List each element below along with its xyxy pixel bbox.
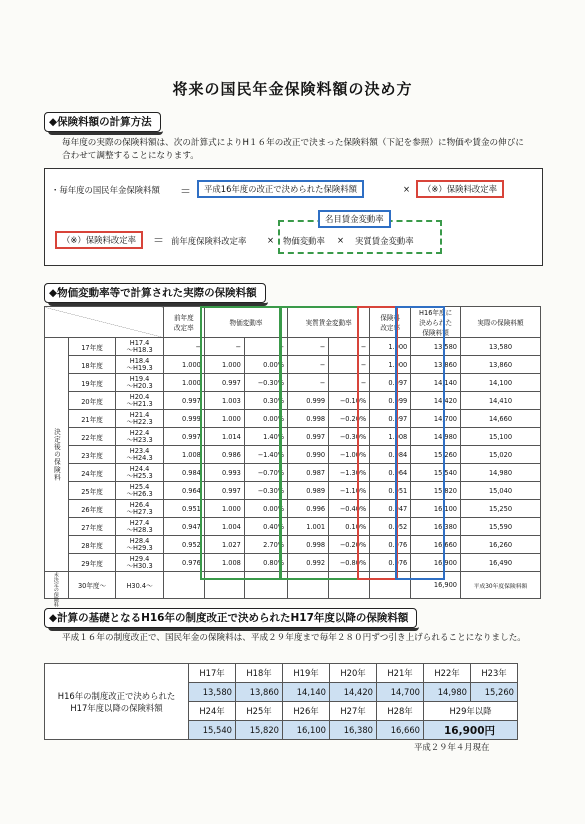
table-row bbox=[45, 428, 541, 446]
formula-nominal-wage-box: 名目賃金変動率 bbox=[318, 210, 391, 228]
table-row bbox=[45, 446, 541, 464]
row-wage-factor: 0.987 bbox=[288, 464, 329, 482]
row-prev-rate: 0.997 bbox=[163, 428, 204, 446]
header-real-wage: 実質賃金変動率 bbox=[288, 307, 370, 338]
row-actual-premium: 15,100 bbox=[460, 428, 540, 446]
table-row bbox=[45, 482, 541, 500]
row-year: 20年度 bbox=[68, 392, 116, 410]
formula-price-change: 物価変動率 bbox=[283, 236, 325, 246]
row-fixed-premium: 15,820 bbox=[411, 482, 461, 500]
page-title: 将来の国民年金保険料額の決め方 bbox=[172, 80, 413, 98]
value-h23: 15,260 bbox=[471, 683, 518, 702]
row-price-pct: 0.00% bbox=[244, 410, 287, 428]
value-h17: 13,580 bbox=[189, 683, 236, 702]
table-row bbox=[45, 392, 541, 410]
row-fixed-premium: 16,100 bbox=[411, 500, 461, 518]
row-actual-premium: 15,040 bbox=[460, 482, 540, 500]
year-h21: H21年 bbox=[377, 664, 424, 683]
row-wage-pct: − bbox=[329, 338, 370, 356]
formula-times-3: × bbox=[337, 235, 345, 245]
row-actual-premium: 14,980 bbox=[460, 464, 540, 482]
h16-premium-table bbox=[44, 663, 518, 740]
year-h18: H18年 bbox=[236, 664, 283, 683]
row-period: H24.4 〜H25.3 bbox=[116, 464, 164, 482]
row-period: H23.4 〜H24.3 bbox=[116, 446, 164, 464]
formula-box bbox=[44, 168, 543, 266]
value-h26: 16,100 bbox=[283, 721, 330, 740]
year-h29-onward: H29年以降 bbox=[424, 702, 518, 721]
row-year: 30年度〜 bbox=[68, 572, 116, 599]
formula-prev-rate: 前年度保険料改定率 bbox=[171, 236, 247, 246]
row-year: 24年度 bbox=[68, 464, 116, 482]
row-wage-factor: − bbox=[288, 338, 329, 356]
row-actual-premium: 14,100 bbox=[460, 374, 540, 392]
row-wage-pct: −1.10% bbox=[329, 482, 370, 500]
year-h22: H22年 bbox=[424, 664, 471, 683]
header-prev-rate: 前年度 改定率 bbox=[163, 307, 204, 338]
table-row-future bbox=[45, 572, 541, 599]
value-h19: 14,140 bbox=[283, 683, 330, 702]
row-premium-rate: 0.951 bbox=[370, 482, 411, 500]
table-row bbox=[45, 536, 541, 554]
row-fixed-premium: 14,420 bbox=[411, 392, 461, 410]
value-h28: 16,660 bbox=[377, 721, 424, 740]
row-price-pct: 0.00% bbox=[244, 356, 287, 374]
row-prev-rate: 0.951 bbox=[163, 500, 204, 518]
row-price-pct: 0.00% bbox=[244, 500, 287, 518]
year-h28: H28年 bbox=[377, 702, 424, 721]
row-year: 26年度 bbox=[68, 500, 116, 518]
table-row bbox=[45, 518, 541, 536]
row-premium-rate: 0.997 bbox=[370, 410, 411, 428]
row-wage-factor: 0.992 bbox=[288, 554, 329, 572]
row-year: 17年度 bbox=[68, 338, 116, 356]
row-price-factor: 1.027 bbox=[204, 536, 244, 554]
row-period: H21.4 〜H22.3 bbox=[116, 410, 164, 428]
row-premium-rate: 0.997 bbox=[370, 374, 411, 392]
year-h17: H17年 bbox=[189, 664, 236, 683]
row-price-factor: − bbox=[204, 338, 244, 356]
row-price-pct: −0.30% bbox=[244, 374, 287, 392]
formula-line1-label: ・毎年度の国民年金保険料額 bbox=[51, 185, 160, 195]
table-corner bbox=[45, 307, 164, 338]
row-period: H19.4 〜H20.3 bbox=[116, 374, 164, 392]
value-h25: 15,820 bbox=[236, 721, 283, 740]
row-year: 22年度 bbox=[68, 428, 116, 446]
row-period: H18.4 〜H19.3 bbox=[116, 356, 164, 374]
header-price-change: 物価変動率 bbox=[204, 307, 287, 338]
row-actual-premium: 15,590 bbox=[460, 518, 540, 536]
row-wage-pct: − bbox=[329, 356, 370, 374]
row-wage-pct: − bbox=[329, 374, 370, 392]
row-wage-factor: 0.999 bbox=[288, 392, 329, 410]
row-actual-premium: 14,660 bbox=[460, 410, 540, 428]
header-premium-rate: 保険料 改定率 bbox=[370, 307, 411, 338]
row-prev-rate: 0.997 bbox=[163, 392, 204, 410]
row-wage-factor: 0.998 bbox=[288, 536, 329, 554]
row-wage-pct: −0.20% bbox=[329, 536, 370, 554]
row-prev-rate: 0.976 bbox=[163, 554, 204, 572]
row-wage-pct: −0.40% bbox=[329, 500, 370, 518]
row-actual-premium: 16,490 bbox=[460, 554, 540, 572]
row-price-factor: 1.004 bbox=[204, 518, 244, 536]
table-row bbox=[45, 374, 541, 392]
row-period: H27.4 〜H28.3 bbox=[116, 518, 164, 536]
row-year: 28年度 bbox=[68, 536, 116, 554]
row-period: H30.4〜 bbox=[116, 572, 164, 599]
row-actual-premium: 15,020 bbox=[460, 446, 540, 464]
formula-real-wage: 実質賃金変動率 bbox=[355, 236, 414, 246]
row-year: 29年度 bbox=[68, 554, 116, 572]
value-h21: 14,700 bbox=[377, 683, 424, 702]
row-premium-rate: 0.976 bbox=[370, 554, 411, 572]
side-label-decided: 決定後の保険料 bbox=[45, 338, 69, 572]
year-h26: H26年 bbox=[283, 702, 330, 721]
year-h20: H20年 bbox=[330, 664, 377, 683]
row-period: H20.4 〜H21.3 bbox=[116, 392, 164, 410]
row-price-factor: 1.003 bbox=[204, 392, 244, 410]
row-premium-rate: 1.000 bbox=[370, 338, 411, 356]
value-h18: 13,860 bbox=[236, 683, 283, 702]
row-price-factor: 0.997 bbox=[204, 482, 244, 500]
value-h29-onward: 16,900円 bbox=[424, 721, 518, 740]
row-wage-pct: −0.20% bbox=[329, 410, 370, 428]
row-price-pct: 0.80% bbox=[244, 554, 287, 572]
row-wage-pct: 0.10% bbox=[329, 518, 370, 536]
row-fixed-premium: 13,580 bbox=[411, 338, 461, 356]
row-fixed-premium: 15,540 bbox=[411, 464, 461, 482]
row-wage-factor: 1.001 bbox=[288, 518, 329, 536]
row-price-factor: 1.000 bbox=[204, 410, 244, 428]
row-premium-rate: 0.952 bbox=[370, 518, 411, 536]
header-fixed-premium: H16年度に 決められた 保険料額 bbox=[411, 307, 461, 338]
row-price-pct: 1.40% bbox=[244, 428, 287, 446]
row-fixed-premium: 13,860 bbox=[411, 356, 461, 374]
row-price-factor: 0.986 bbox=[204, 446, 244, 464]
row-prev-rate: 0.984 bbox=[163, 464, 204, 482]
row-price-factor: 1.000 bbox=[204, 500, 244, 518]
row-fixed-premium: 14,700 bbox=[411, 410, 461, 428]
value-h27: 16,380 bbox=[330, 721, 377, 740]
table-row bbox=[45, 410, 541, 428]
row-prev-rate: 0.952 bbox=[163, 536, 204, 554]
year-h23: H23年 bbox=[471, 664, 518, 683]
section-heading-calc-method: ◆保険料額の計算方法 bbox=[44, 112, 161, 132]
table-row bbox=[45, 338, 541, 356]
row-wage-factor: − bbox=[288, 356, 329, 374]
formula-equals-1: ＝ bbox=[180, 185, 191, 198]
row-price-factor: 0.993 bbox=[204, 464, 244, 482]
row-fixed-premium: 15,260 bbox=[411, 446, 461, 464]
row-wage-pct: −1.30% bbox=[329, 464, 370, 482]
row-prev-rate: 0.947 bbox=[163, 518, 204, 536]
row-premium-rate: 1.000 bbox=[370, 356, 411, 374]
row-year: 19年度 bbox=[68, 374, 116, 392]
row-wage-pct: −0.10% bbox=[329, 392, 370, 410]
row-year: 25年度 bbox=[68, 482, 116, 500]
header-actual-premium: 実際の保険料額 bbox=[460, 307, 540, 338]
row-premium-rate: 0.947 bbox=[370, 500, 411, 518]
value-h20: 14,420 bbox=[330, 683, 377, 702]
row-year: 21年度 bbox=[68, 410, 116, 428]
row-price-pct: 2.70% bbox=[244, 536, 287, 554]
section-paragraph-h16: 平成１６年の制度改正で、国民年金の保険料は、平成２９年度まで毎年２８０円ずつ引き上げられることになりました。 bbox=[62, 633, 526, 643]
row-price-pct: −0.70% bbox=[244, 464, 287, 482]
section-heading-actual-premium: ◆物価変動率等で計算された実際の保険料額 bbox=[44, 283, 266, 303]
row-fixed-premium: 14,980 bbox=[411, 428, 461, 446]
table-row bbox=[45, 500, 541, 518]
row-actual-premium: 平成30年度保険料額 bbox=[460, 572, 540, 599]
value-h24: 15,540 bbox=[189, 721, 236, 740]
value-h22: 14,980 bbox=[424, 683, 471, 702]
row-prev-rate: 0.999 bbox=[163, 410, 204, 428]
row-wage-factor: 0.990 bbox=[288, 446, 329, 464]
row-wage-pct: −1.00% bbox=[329, 446, 370, 464]
row-price-pct: − bbox=[244, 338, 287, 356]
row-prev-rate: − bbox=[163, 338, 204, 356]
row-premium-rate: 0.999 bbox=[370, 392, 411, 410]
row-price-factor: 1.014 bbox=[204, 428, 244, 446]
row-year: 18年度 bbox=[68, 356, 116, 374]
row-fixed-premium: 16,900 bbox=[411, 554, 461, 572]
section-paragraph-calc-method: 毎年度の実際の保険料額は、次の計算式によりH１６年の改正で決まった保険料額（下記を参照）に物価や賃金の伸びに合わせて調整することになります。 bbox=[62, 138, 524, 161]
formula-rate-box: （※）保険料改定率 bbox=[416, 180, 504, 198]
row-period: H25.4 〜H26.3 bbox=[116, 482, 164, 500]
row-actual-premium: 13,580 bbox=[460, 338, 540, 356]
table-row bbox=[45, 464, 541, 482]
year-h27: H27年 bbox=[330, 702, 377, 721]
row-prev-rate: 1.000 bbox=[163, 356, 204, 374]
row-fixed-premium: 16,900 bbox=[411, 572, 461, 599]
row-fixed-premium: 16,660 bbox=[411, 536, 461, 554]
premium-table bbox=[44, 306, 541, 607]
row-wage-factor: 0.998 bbox=[288, 410, 329, 428]
row-year: 27年度 bbox=[68, 518, 116, 536]
formula-equals-2: ＝ bbox=[153, 234, 164, 247]
row-wage-pct: −0.30% bbox=[329, 428, 370, 446]
row-year: 23年度 bbox=[68, 446, 116, 464]
row-wage-factor: − bbox=[288, 374, 329, 392]
row-period: H17.4 〜H18.3 bbox=[116, 338, 164, 356]
year-h25: H25年 bbox=[236, 702, 283, 721]
row-actual-premium: 13,860 bbox=[460, 356, 540, 374]
row-period: H22.4 〜H23.3 bbox=[116, 428, 164, 446]
year-h19: H19年 bbox=[283, 664, 330, 683]
row-price-pct: −0.30% bbox=[244, 482, 287, 500]
row-wage-factor: 0.997 bbox=[288, 428, 329, 446]
row-price-pct: 0.30% bbox=[244, 392, 287, 410]
row-prev-rate: 0.964 bbox=[163, 482, 204, 500]
row-wage-pct: −0.80% bbox=[329, 554, 370, 572]
row-actual-premium: 15,250 bbox=[460, 500, 540, 518]
row-price-pct: −1.40% bbox=[244, 446, 287, 464]
row-period: H28.4 〜H29.3 bbox=[116, 536, 164, 554]
row-price-factor: 1.000 bbox=[204, 356, 244, 374]
row-premium-rate: 0.984 bbox=[370, 446, 411, 464]
row-fixed-premium: 14,140 bbox=[411, 374, 461, 392]
row-actual-premium: 14,410 bbox=[460, 392, 540, 410]
row-period: H29.4 〜H30.3 bbox=[116, 554, 164, 572]
formula-times-2: × bbox=[267, 235, 275, 245]
row-wage-factor: 0.996 bbox=[288, 500, 329, 518]
row-actual-premium: 16,260 bbox=[460, 536, 540, 554]
row-premium-rate: 0.976 bbox=[370, 536, 411, 554]
formula-rate-box-2: （※）保険料改定率 bbox=[55, 231, 143, 249]
h16-row-label: H16年の制度改正で決められた H17年度以降の保険料額 bbox=[45, 664, 189, 740]
row-prev-rate: 1.000 bbox=[163, 374, 204, 392]
table-row bbox=[45, 356, 541, 374]
formula-base-premium-box: 平成16年度の改正で決められた保険料額 bbox=[197, 180, 364, 198]
row-price-factor: 1.008 bbox=[204, 554, 244, 572]
row-wage-factor: 0.989 bbox=[288, 482, 329, 500]
side-label-undecided: 未決定の保険料 bbox=[45, 572, 69, 599]
table-row bbox=[45, 554, 541, 572]
row-premium-rate: 0.964 bbox=[370, 464, 411, 482]
year-h24: H24年 bbox=[189, 702, 236, 721]
section-heading-h16-premium: ◆計算の基礎となるH16年の制度改正で決められたH17年度以降の保険料額 bbox=[44, 608, 417, 628]
row-prev-rate: 1.008 bbox=[163, 446, 204, 464]
formula-times-1: × bbox=[403, 184, 411, 194]
row-price-pct: 0.40% bbox=[244, 518, 287, 536]
row-fixed-premium: 16,380 bbox=[411, 518, 461, 536]
row-premium-rate: 1.008 bbox=[370, 428, 411, 446]
as-of-date: 平成２９年４月現在 bbox=[414, 742, 490, 752]
row-period: H26.4 〜H27.3 bbox=[116, 500, 164, 518]
row-price-factor: 0.997 bbox=[204, 374, 244, 392]
